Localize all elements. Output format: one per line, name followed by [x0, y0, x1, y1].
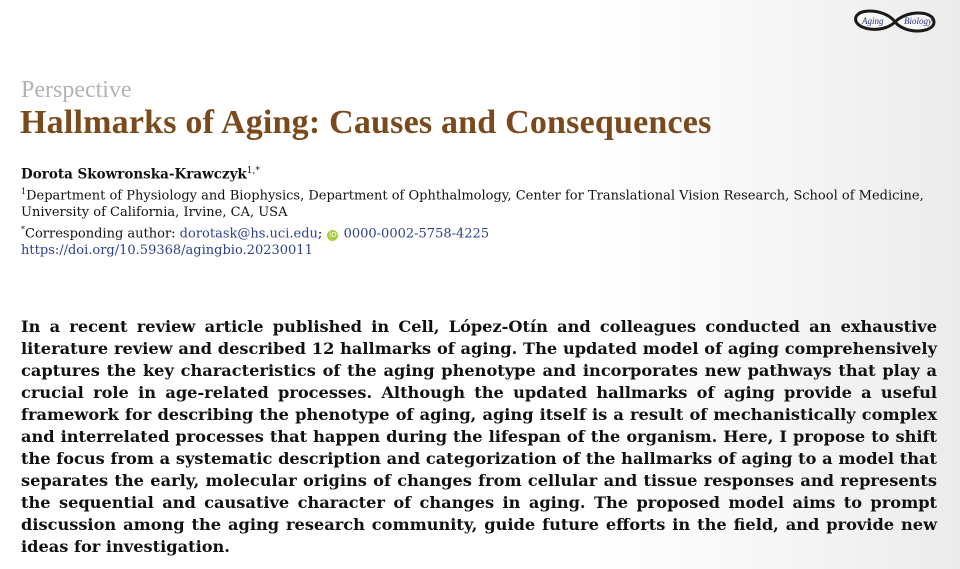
author-email-link[interactable]: dorotask@hs.uci.edu: [179, 226, 318, 242]
orcid-link[interactable]: 0000-0002-5758-4225: [343, 226, 490, 242]
author-line: [21, 166, 260, 183]
logo-text-left: Aging: [862, 16, 884, 26]
affiliation-superscript: 1: [21, 187, 27, 196]
corresponding-superscript: *: [21, 225, 25, 234]
logo-text-right: Biology: [904, 16, 932, 26]
author-name: Dorota Skowronska-Krawczyk: [21, 166, 247, 183]
article-title: Hallmarks of Aging: Causes and Consequences: [20, 104, 712, 141]
abstract: In a recent review article published in Cell, López-Otín and colleagues conducted an exhaustive literature review and described 12 hallmarks of aging. The updated model of aging comprehensively captures the key characteristics of the aging phenotype and incorporates new pathways that play a crucial role in age-related processes. Although the updated hallmarks of aging provide a useful framework for describing the phenotype of aging, aging itself is a result of mechanistically complex and interrelated processes that happen during the lifespan of the organism. Here, I propose to shift the focus from a systematic description and categorization of the hallmarks of aging to a model that separates the early, molecular origins of changes from cellular and tissue responses and represents the sequential and causative character of changes in aging. The proposed model aims to prompt discussion among the aging research community, guide future efforts in the field, and provide new ideas for investigation.: [21, 317, 937, 556]
corresponding-label: Corresponding author:: [25, 226, 180, 242]
affiliation-text-1: Department of Physiology and Biophysics, Department of Ophthalmology, Center for Translational Vision Research, School of Medicine,: [26, 188, 924, 204]
infinity-logo-icon: [852, 5, 938, 39]
doi-link[interactable]: https://doi.org/10.59368/agingbio.20230011: [21, 243, 313, 258]
orcid-icon: iD: [329, 231, 337, 240]
corresponding-separator: ;: [317, 226, 323, 242]
affiliation-line-2: University of California, Irvine, CA, USA: [21, 205, 288, 220]
affiliation-line-1: [21, 187, 924, 203]
article-type: Perspective: [21, 77, 132, 103]
author-superscript: 1,*: [246, 166, 260, 176]
corresponding-author: [21, 225, 489, 241]
journal-logo: [852, 5, 938, 39]
